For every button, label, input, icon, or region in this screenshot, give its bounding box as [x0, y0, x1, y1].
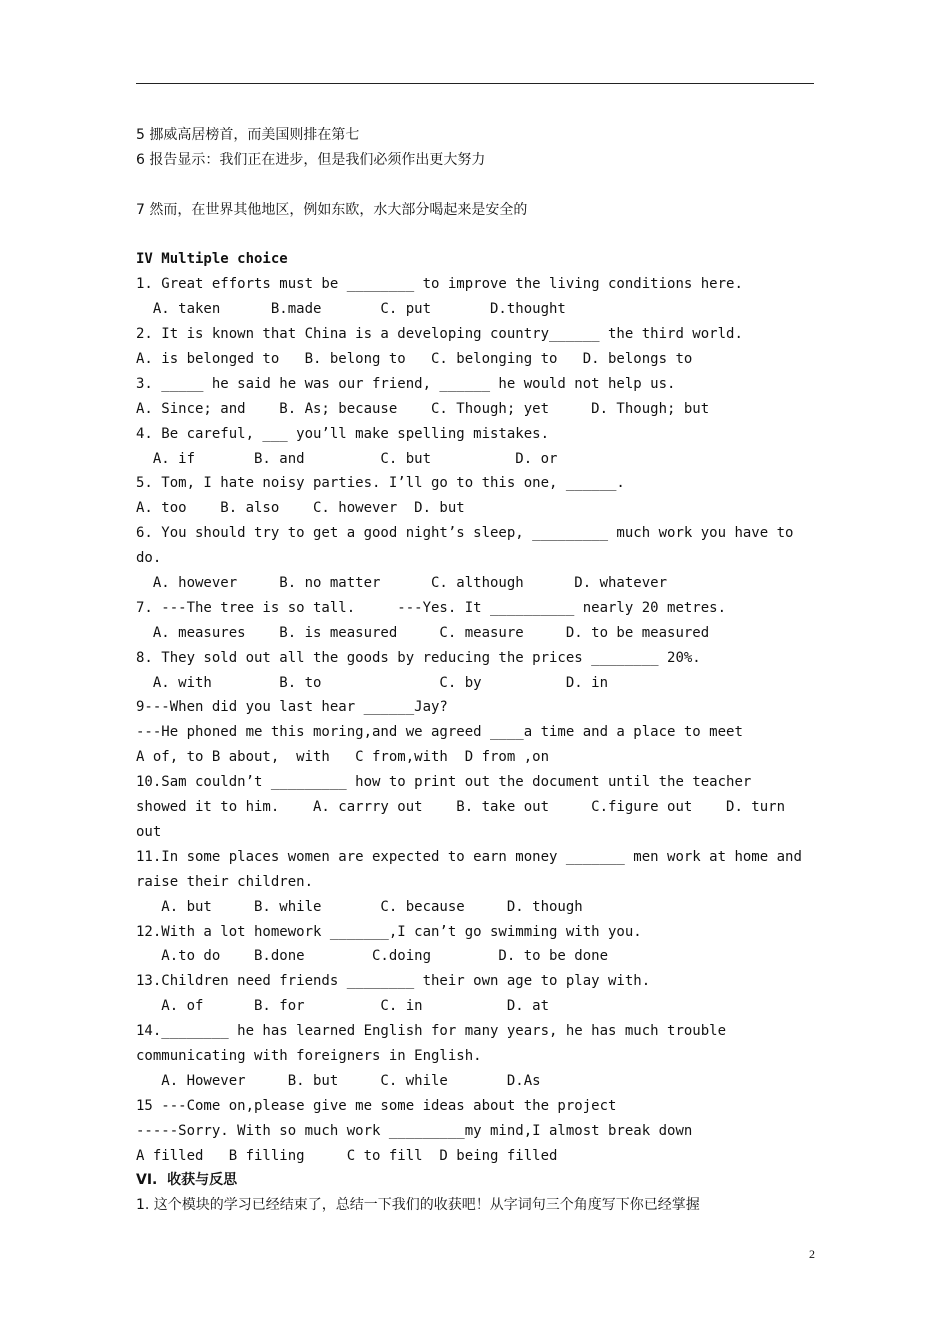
translation-line: 7 然而，在世界其他地区，例如东欧，水大部分喝起来是安全的 — [136, 201, 528, 218]
question-line: 5. Tom, I hate noisy parties. I’ll go to this one, ______. — [136, 475, 625, 492]
question-line: A. but B. while C. because D. though — [136, 898, 583, 915]
document-body — [136, 123, 826, 1218]
blank-line — [136, 223, 826, 248]
question-line: A. however B. no matter C. although D. whatever — [136, 575, 668, 592]
question-line: A. measures B. is measured C. measure D. to be measured — [136, 624, 710, 641]
question-line: A.to do B.done C.doing D. to be done — [136, 948, 609, 965]
question-line: ---He phoned me this moring,and we agreed ____a time and a place to meet — [136, 724, 743, 741]
question-line: 10.Sam couldn’t _________ how to print out the document until the teacher — [136, 774, 752, 791]
question-line: 7. ---The tree is so tall. ---Yes. It __________ nearly 20 metres. — [136, 599, 727, 616]
header-rule — [136, 83, 814, 84]
question-line: 1. Great efforts must be ________ to improve the living conditions here. — [136, 276, 743, 293]
question-line: A. with B. to C. by D. in — [136, 674, 609, 691]
translation-line: 6 报告显示：我们正在进步，但是我们必须作出更大努力 — [136, 151, 486, 168]
translation-line: 5 挪威高居榜首，而美国则排在第七 — [136, 127, 360, 143]
question-line: showed it to him. A. carrry out B. take out C.figure out D. turn — [136, 799, 786, 816]
question-line: 12.With a lot homework _______,I can’t go swimming with you. — [136, 923, 642, 940]
question-line: raise their children. — [136, 873, 314, 890]
question-line: 13.Children need friends ________ their own age to play with. — [136, 973, 651, 990]
question-line: 14.________ he has learned English for many years, he has much trouble — [136, 1023, 727, 1040]
question-line: 2. It is known that China is a developing country______ the third world. — [136, 326, 743, 343]
question-line: A. too B. also C. however D. but — [136, 500, 465, 517]
section-iv-heading: IV Multiple choice — [136, 251, 288, 268]
question-line: A filled B filling C to fill D being filled — [136, 1147, 558, 1164]
question-line: A. is belonged to B. belong to C. belonging to D. belongs to — [136, 351, 693, 368]
section-vi-heading: VI. 收获与反思 — [136, 1172, 238, 1189]
question-line: do. — [136, 550, 162, 567]
question-line: 4. Be careful, ___ you’ll make spelling mistakes. — [136, 425, 550, 442]
question-line: A. Since; and B. As; because C. Though; yet D. Though; but — [136, 400, 710, 417]
question-line: 15 ---Come on,please give me some ideas about the project — [136, 1097, 617, 1114]
question-line: 11.In some places women are expected to earn money _______ men work at home and — [136, 848, 802, 865]
question-line: communicating with foreigners in English. — [136, 1047, 482, 1064]
question-line: A. However B. but C. while D.As — [136, 1072, 541, 1089]
question-line: A of, to B about, with C from,with D from ,on — [136, 749, 550, 766]
question-line: 3. _____ he said he was our friend, ______ he would not help us. — [136, 375, 676, 392]
question-line: 8. They sold out all the goods by reducing the prices ________ 20%. — [136, 649, 701, 666]
question-line: -----Sorry. With so much work _________my mind,I almost break down — [136, 1122, 693, 1139]
question-line: 9---When did you last hear ______Jay? — [136, 699, 448, 716]
question-line: 6. You should try to get a good night’s sleep, _________ much work you have to — [136, 525, 794, 542]
question-line: A. taken B.made C. put D.thought — [136, 301, 566, 318]
page-number: 2 — [809, 1247, 815, 1261]
question-line: A. if B. and C. but D. or — [136, 450, 558, 467]
question-line: A. of B. for C. in D. at — [136, 998, 550, 1015]
section-vi-item-1: 1. 这个模块的学习已经结束了，总结一下我们的收获吧！从字词句三个角度写下你已经掌握 — [136, 1197, 700, 1214]
blank-line — [136, 173, 826, 198]
multiple-choice-list — [136, 272, 826, 1168]
question-line: out — [136, 823, 162, 840]
